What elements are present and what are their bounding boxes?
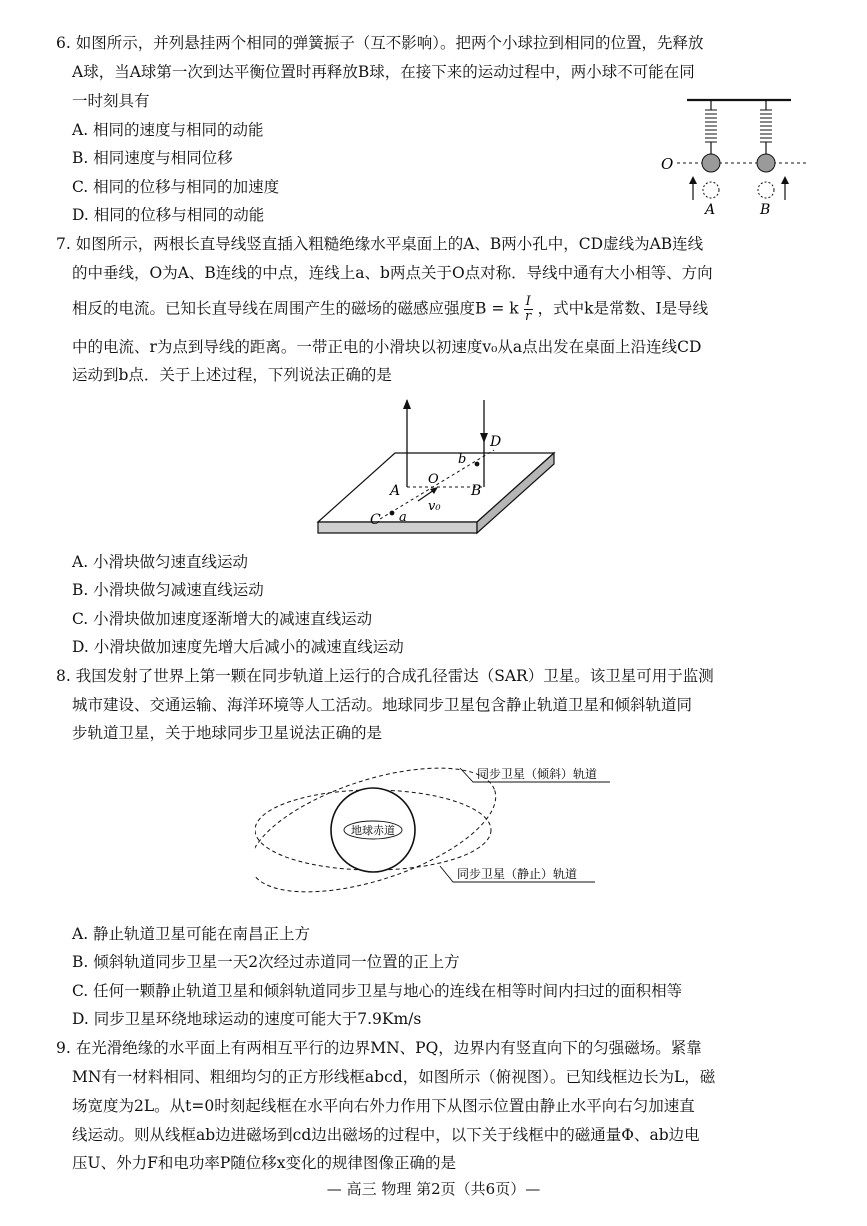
q6-line3: 一时刻具有 [72,92,150,110]
q8-line3: 步轨道卫星，关于地球同步卫星说法正确的是 [72,724,383,742]
q7-line3-post: ，式中k是常数、I是导线 [537,299,709,318]
q7-label-small-b: b [458,452,467,467]
page-footer: — 高三 物理 第2页（共6页）— [326,1180,541,1198]
q7-fraction [524,295,533,324]
q6-line2: A球，当A球第一次到达平衡位置时再释放B球，在接下来的运动过程中，两小球不可能在同 [72,63,695,81]
q9-line4: 线运动。则从线框ab边进磁场到cd边出磁场的过程中，以下关于线框中的磁通量Φ、ab边电 [72,1126,700,1144]
q7-line3 [72,295,708,324]
q7-frac-num: I [525,294,531,309]
q9-line1: 9. 在光滑绝缘的水平面上有两相互平行的边界MN、PQ，边界内有竖直向下的匀强磁场。紧靠 [56,1039,702,1057]
q6-option-c: C. 相同的位移与相同的加速度 [72,178,280,196]
q8-line2: 城市建设、交通运输、海洋环境等人工活动。地球同步卫星包含静止轨道卫星和倾斜轨道同 [72,696,693,714]
q6-option-d: D. 相同的位移与相同的动能 [72,206,265,224]
q8-orbit-figure [255,758,620,923]
q7-option-b: B. 小滑块做匀减速直线运动 [72,581,264,599]
q9-line2: MN有一材料相同、粗细均匀的正方形线框abcd，如图所示（俯视图）。已知线框边长为L，磁 [72,1068,716,1086]
q6-label-o: O [661,155,674,173]
q7-option-d: D. 小滑块做加速度先增大后减小的减速直线运动 [72,638,404,656]
q7-line3-pre: 相反的电流。已知长直导线在周围产生的磁场的磁感应强度B = k [72,299,519,318]
q6-line1: 6. 如图所示，并列悬挂两个相同的弹簧振子（互不影响）。把两个小球拉到相同的位置，先释放 [56,34,704,52]
q7-frac-den: r [525,309,532,324]
q8-static-orbit-label: 同步卫星（静止）轨道 [457,867,578,881]
q7-line2: 的中垂线，O为A、B连线的中点，连线上a、b两点关于O点对称．导线中通有大小相等、方向 [72,264,713,282]
q9-line3: 场宽度为2L。从t=0时刻起线框在水平向右外力作用下从图示位置由静止水平向右匀加速直 [72,1097,695,1115]
q6-label-b: B [760,202,771,218]
q6-option-b: B. 相同速度与相同位移 [72,149,233,167]
q7-label-d: D [490,434,502,450]
q8-incline-orbit-label: 同步卫星（倾斜）轨道 [477,767,598,781]
q8-line1: 8. 我国发射了世界上第一颗在同步轨道上运行的合成孔径雷达（SAR）卫星。该卫星可用于监测 [56,667,714,685]
q8-equator-label: 地球赤道 [351,824,395,837]
q7-label-upper-a: A [390,483,401,499]
q8-option-c: C. 任何一颗静止轨道卫星和倾斜轨道同步卫星与地心的连线在相等时间内扫过的面积相等 [72,982,683,1000]
q8-option-a: A. 静止轨道卫星可能在南昌正上方 [72,925,311,943]
q8-option-b: B. 倾斜轨道同步卫星一天2次经过赤道同一位置的正上方 [72,953,460,971]
q7-line5: 运动到b点．关于上述过程，下列说法正确的是 [72,366,392,384]
q7-label-small-a: a [399,510,407,525]
q7-label-o: O [428,472,439,487]
q8-option-d: D. 同步卫星环绕地球运动的速度可能大于7.9Km/s [72,1010,422,1028]
q6-option-a: A. 相同的速度与相同的动能 [72,121,264,139]
q6-label-a: A [705,202,716,218]
q9-line5: 压U、外力F和电功率P随位移x变化的规律图像正确的是 [72,1154,456,1172]
q7-option-a: A. 小滑块做匀速直线运动 [72,553,249,571]
q7-wire-figure [310,395,560,540]
q7-label-upper-b: B [471,483,482,499]
q6-spring-figure [655,92,815,222]
q7-label-c: C [370,512,381,528]
q7-label-v0: v₀ [428,499,441,514]
q7-line1: 7. 如图所示，两根长直导线竖直插入粗糙绝缘水平桌面上的A、B两小孔中，CD虚线为AB连线 [56,235,704,253]
q7-line4: 中的电流、r为点到导线的距离。一带正电的小滑块以初速度v₀从a点出发在桌面上沿连线CD [72,338,702,356]
q7-option-c: C. 小滑块做加速度逐渐增大的减速直线运动 [72,610,373,628]
